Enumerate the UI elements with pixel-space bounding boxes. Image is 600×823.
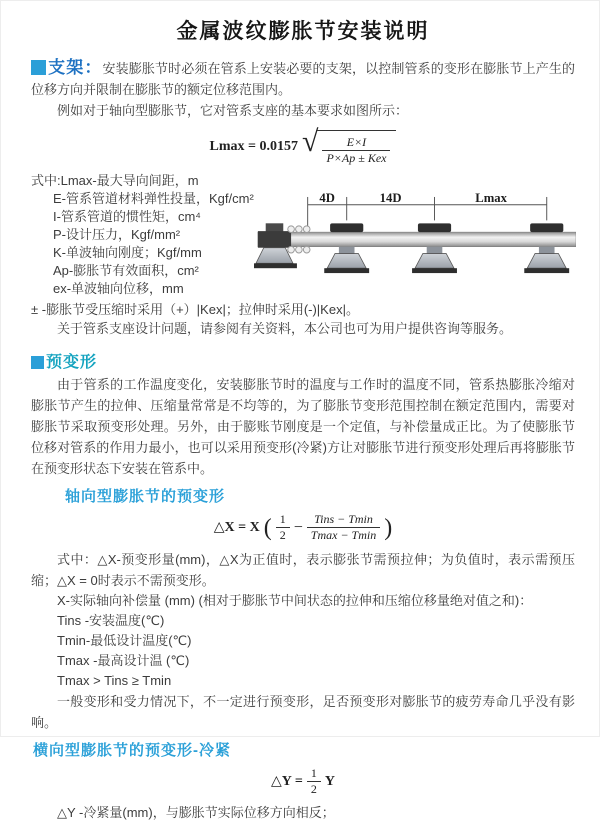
lateral-preform-formula xyxy=(31,766,575,797)
axial-preform-formula xyxy=(31,512,575,543)
dimension-label-lmax: Lmax xyxy=(475,190,507,205)
support-example-line: 例如对于轴向型膨胀节，它对管系支座的基本要求如图所示： xyxy=(57,103,409,118)
preform-section-header xyxy=(31,349,575,372)
definition-line: I-管系管道的惯性矩，cm⁴ xyxy=(53,209,201,224)
axial-definition-line: Tins -安装温度(℃) xyxy=(57,613,165,628)
definition-line: ex-单波轴向位移，mm xyxy=(53,281,184,296)
lmax-formula-numerator: E×I xyxy=(322,135,390,151)
guide-support-icon xyxy=(524,223,569,273)
definitions-and-diagram xyxy=(31,172,575,298)
half-numerator: 1 xyxy=(276,512,290,528)
lateral-fraction-denominator: 2 xyxy=(310,782,317,796)
minus-sign: − xyxy=(293,518,303,536)
axial-subsection-heading: 轴向型膨胀节的预变形 xyxy=(65,488,226,505)
half-denominator: 2 xyxy=(279,528,286,542)
axial-definition-line: Tmin-最低设计温度(℃) xyxy=(57,633,192,648)
section-bullet-icon xyxy=(31,60,46,75)
lateral-formula-note: △Y -冷紧量(mm)，与膨胀节实际位移方向相反； xyxy=(57,805,335,820)
open-paren: ( xyxy=(263,514,272,541)
lmax-formula-lhs: Lmax = 0.0157 xyxy=(209,138,298,154)
dimension-label-14d: 14D xyxy=(379,190,402,205)
lateral-subsection-heading: 横向型膨胀节的预变形-冷紧 xyxy=(33,742,231,759)
axial-definition-line: X-实际轴向补偿量 (mm) (相对于膨胀节中间状态的拉伸和压缩位移量绝对值之和)： xyxy=(57,593,533,608)
definition-line: Ap-膨胀节有效面积，cm² xyxy=(53,263,199,278)
sqrt-sign-icon: √ xyxy=(302,125,319,158)
lateral-fraction-numerator: 1 xyxy=(307,766,321,782)
pipe xyxy=(258,232,576,247)
symbol-definitions xyxy=(31,172,254,298)
close-paren: ) xyxy=(384,514,393,541)
definition-line: 式中:Lmax-最大导向间距，m xyxy=(31,173,199,188)
document-page xyxy=(1,1,599,823)
definition-line: P-设计压力，Kgf/mm² xyxy=(53,227,181,242)
axial-definition-line: Tmax > Tins ≥ Tmin xyxy=(57,673,172,688)
support-intro-paragraph xyxy=(31,57,575,100)
pipe-support-spacing-diagram xyxy=(254,190,576,282)
preform-body-paragraph: 由于管系的工作温度变化，安装膨胀节时的温度与工作时的温度不同，管系热膨胀冷缩对膨胀节产生的拉伸、压缩量常常是不均等的，为了膨胀节变形范围控制在额定范围内，需要对膨胀节采取预变形处理。另外，由于膨账节刚度是一个定值，与补偿量成正比。为了使膨胀节位移对管系的作用力最小，也可以采用预变形(冷紧)方让对膨胀节进行预变形处理后再将膨胀节在预变形状态下安装在管系中。 xyxy=(31,377,575,476)
temp-fraction-numerator: Tins − Tmin xyxy=(307,512,380,528)
definition-line: E-管系管道材料弹性投量，Kgf/cm² xyxy=(53,191,254,206)
support-intro-text: 安装膨胀节时必须在管系上安装必要的支架，以控制管系的变形在膨胀节上产生的位移方向并限制在膨胀节的额定位移范围内。 xyxy=(31,61,575,97)
diagram-column xyxy=(254,172,576,298)
section-bullet-icon xyxy=(31,356,44,369)
lmax-formula-denominator: P×Ap ± Kex xyxy=(326,151,387,165)
sqrt-radical xyxy=(302,127,396,166)
guide-support-icon xyxy=(412,223,457,273)
axial-closing-line: 一般变形和受力情况下，不一定进行预变形，足否预变形对膨胀节的疲劳寿命几乎没有影响。 xyxy=(31,694,575,730)
dimension-label-4d: 4D xyxy=(319,190,335,205)
axial-formula-lhs: △X = X xyxy=(213,520,260,535)
definition-line: K-单波轴向刚度；Kgf/mm xyxy=(53,245,202,260)
axial-definition-line: Tmax -最高设计温 (℃) xyxy=(57,653,190,668)
temp-fraction-denominator: Tmax − Tmin xyxy=(310,528,377,542)
guide-support-icon xyxy=(324,223,369,273)
axial-formula-note: 式中：△X-预变形量(mm)，△X为正值时，表示膨张节需预拉伸；为负值时，表示需预压缩；△X = 0时表示不需预变形。 xyxy=(31,552,575,588)
lateral-formula-lhs: △Y = xyxy=(271,774,303,789)
lateral-formula-rhs: Y xyxy=(324,773,335,789)
lmax-formula xyxy=(31,127,575,166)
support-section-heading: 支架： xyxy=(48,58,103,77)
plus-minus-note-line: ± -膨胀节受压缩时采用（+）|Kex|；拉伸时采用(-)|Kex|。 xyxy=(31,302,359,317)
preform-section-heading: 预变形 xyxy=(46,354,98,371)
consulting-note-line: 关于管系支座设计问题，请参阅有关资料，本公司也可为用户提供咨询等服务。 xyxy=(57,321,513,336)
page-title: 金属波纹膨胀节安装说明 xyxy=(176,20,430,43)
